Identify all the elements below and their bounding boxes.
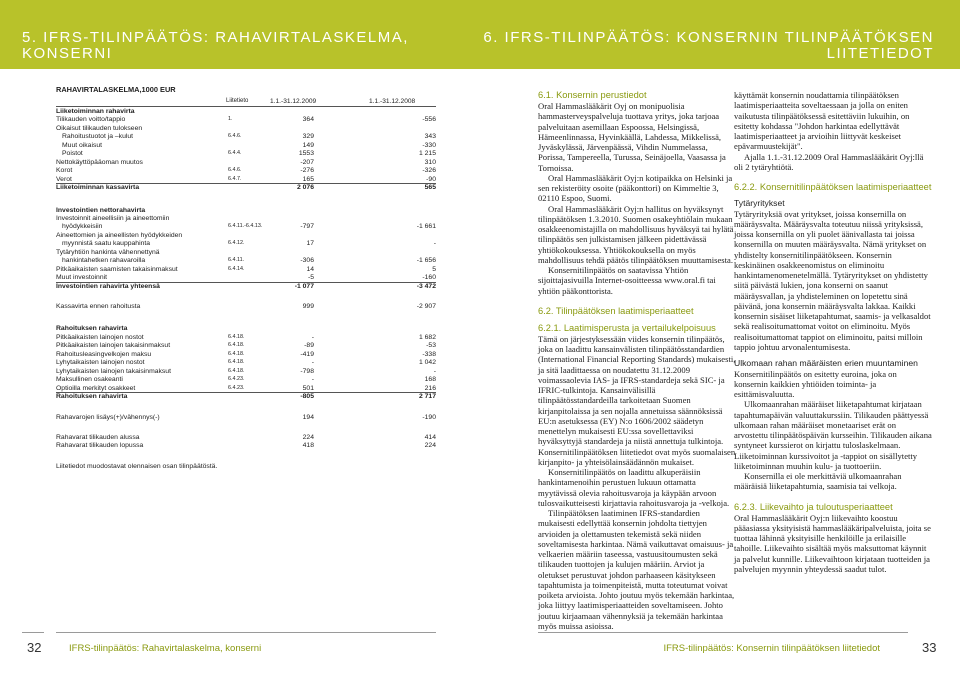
row-label: Kassavirta ennen rahoitusta bbox=[56, 303, 141, 310]
col-header-2008: 1.1.-31.12.2008 bbox=[369, 98, 416, 105]
row-label: myynnistä saatu kauppahinta bbox=[62, 240, 151, 248]
row-label: Aineettomien ja aineellisten hyödykkeiden bbox=[56, 231, 183, 239]
row-value-2008: - bbox=[433, 240, 436, 248]
row-value-2008: 310 bbox=[424, 158, 436, 166]
row-label: Muut investoinnit bbox=[56, 274, 108, 282]
row-note-ref: 6.4.11. bbox=[228, 257, 245, 264]
row-note-ref: 6.4.4. bbox=[228, 150, 242, 157]
paragraph: Tämä on järjestyksessään viides konsernin tilinpäätös, joka on laadittu kansainvälisten tilinpäätösstandardien (International Financial Reporting Standards) mukaisesti, ja sitä laadittaessa on noudatettu 31.12.2009 voimassaolevia IAS- ja IFRS-standardeja sekä SIC- ja IFRIC-tulkintoja. Kansainvälisillä tilinpäätösstandardeilla tarkoitetaan Suomen kirjanpitolaissa ja sen nojalla annetuissa säännöksissä EU:n asetuksessa (EY) N:o 1606/2002 säädetyn menettelyn mukaisesti EU:ssa sovellettaviksi hyväksyttyjä standardeja ja niistä annettuja tulkintoja. Konsernitilinpäätöksen liitetiedot ovat myös suomalaisen kirjanpito- ja yhteisölainsäädännön mukaiset. bbox=[538, 333, 736, 467]
row-value-2008: 5 bbox=[432, 265, 436, 273]
row-value-2008: -338 bbox=[422, 350, 436, 358]
paragraph: Konsernitilinpäätös on esitetty euroina, joka on konsernin kaikkien yhtiöiden toiminta- ja esittämisvaluutta. bbox=[734, 368, 897, 399]
page-number-left: 32 bbox=[27, 640, 42, 655]
row-value-2008: 343 bbox=[424, 133, 436, 141]
row-value-2008: -330 bbox=[422, 141, 436, 149]
row-value-2009: -419 bbox=[300, 350, 314, 358]
row-value-2008: 1 042 bbox=[418, 359, 436, 367]
statement-row bbox=[56, 184, 436, 193]
heading-6-2-1: 6.2.1. Laatimisperusta ja vertailukelpoisuus bbox=[538, 322, 716, 333]
row-value-2009: 2 076 bbox=[296, 184, 314, 192]
paragraph: Konsernilla ei ole merkittäviä ulkomaanrahan määräisiä liiketapahtumia, saamisia tai velkoja. bbox=[734, 471, 902, 492]
row-value-2008: 168 bbox=[424, 376, 436, 384]
row-note-ref: 6.4.18. bbox=[228, 333, 245, 340]
row-value-2009: 14 bbox=[306, 265, 314, 273]
subheading-foreign-currency: Ulkomaan rahan määräisten erien muuntaminen bbox=[734, 358, 918, 368]
row-value-2008: 216 bbox=[424, 384, 436, 392]
row-value-2009: 149 bbox=[302, 141, 314, 149]
footer-rule-left bbox=[22, 632, 44, 633]
col-header-ref: Liitetieto bbox=[226, 98, 249, 104]
row-label: Rahoitusleasingvelkojen maksu bbox=[56, 350, 152, 358]
row-value-2008: -160 bbox=[422, 274, 436, 282]
row-value-2008: -190 bbox=[422, 413, 436, 421]
header-rule bbox=[56, 106, 436, 107]
row-value-2008: -1 656 bbox=[416, 257, 436, 265]
row-label: Investoinnit aineellisiin ja aineettomiin bbox=[56, 214, 170, 222]
row-value-2008: 1 215 bbox=[418, 150, 436, 158]
page-header-band bbox=[0, 0, 960, 69]
section-title-right: 6. IFRS-TILINPÄÄTÖS: KONSERNIN TILINPÄÄTÖKSEN LIITETIEDOT bbox=[483, 29, 934, 62]
row-value-2008: -2 907 bbox=[416, 303, 436, 310]
footer-title-left: IFRS-tilinpäätös: Rahavirtalaskelma, konserni bbox=[69, 643, 262, 654]
row-value-2009: 418 bbox=[302, 442, 314, 450]
row-note-ref: 6.4.14. bbox=[228, 265, 245, 272]
row-label: Rahoitustuotot ja –kulut bbox=[62, 133, 134, 141]
heading-6-2-3: 6.2.3. Liikevaihto ja tuloutusperiaatteet bbox=[734, 501, 893, 512]
row-note-ref: 6.4.7. bbox=[228, 175, 242, 182]
paragraph: Konsernitilinpäätös on saatavissa Yhtiön sijoittajasivuilla Internet-osoitteessa www.oral.fi tai yhtiön pääkonttorista. bbox=[538, 265, 716, 296]
row-label: Investointien nettorahavirta bbox=[56, 206, 146, 214]
row-label: Lyhytaikaisten lainojen nostot bbox=[56, 359, 145, 367]
row-value-2009: 224 bbox=[302, 433, 314, 441]
row-value-2008: -1 661 bbox=[416, 223, 436, 231]
statement-title: RAHAVIRTALASKELMA,1000 EUR bbox=[56, 85, 176, 94]
row-label: Rahavarat tilikauden alussa bbox=[56, 433, 140, 441]
row-value-2008: -90 bbox=[426, 175, 436, 183]
row-value-2009: -5 bbox=[307, 274, 314, 282]
row-label: hankintahetken rahavaroilla bbox=[62, 257, 146, 265]
row-value-2009: -805 bbox=[300, 393, 314, 401]
subheading-subsidiaries: Tytäryritykset bbox=[734, 198, 785, 208]
row-label: Poistot bbox=[62, 150, 83, 158]
footer-rule-left-main bbox=[56, 632, 436, 633]
row-label: Liiketoiminnan kassavirta bbox=[56, 184, 140, 192]
row-value-2009: 194 bbox=[302, 413, 314, 421]
heading-6-2: 6.2. Tilinpäätöksen laatimisperiaatteet bbox=[538, 305, 694, 316]
statement-row bbox=[56, 414, 436, 423]
row-value-2009: - bbox=[311, 376, 314, 384]
footer-rule-right-main bbox=[538, 632, 908, 633]
paragraph: käyttämät konsernin noudattamia tilinpäätöksen laatimisperiaatteita soveltaessaan ja jolla on eniten vaikutusta tilinpäätöksessä esitettäviin lukuihin, on esitetty kohdassa "Johdon harkintaa edellyttävät laatimisperiaatteet ja arvioihin liittyvät keskeiset epävarmuustekijät". bbox=[734, 90, 910, 152]
cash-flow-statement bbox=[56, 86, 436, 94]
row-value-2009: 364 bbox=[302, 116, 314, 124]
row-value-2009: 501 bbox=[302, 384, 314, 392]
row-label: Rahavarojen lisäys(+)/vähennys(-) bbox=[56, 413, 160, 421]
row-note-ref: 6.4.11.-6.4.13. bbox=[228, 223, 263, 230]
paragraph: Tilinpäätöksen laatiminen IFRS-standardien mukaisesti edellyttää konsernin johdolta tiettyjen arvioiden ja olettamusten tekemistä sekä niiden soveltamisesta harkintaa. Nämä vaikuttavat omaisuus- ja velkaerien määriin taseessa, vastuusitoumusten sekä tilikauden tuottojen ja kulujen määriin. Arviot ja oletukset perustuvat johdon parhaaseen käsitykseen tapahtumista ja toimenpiteistä, mutta toteutumat voivat poiketa arvioista. Johto joutuu myös tekemään harkintaa, joka liittyy laatimisperiaatteiden soveltamiseen. Johto joutuu kirjaamaan vähennyksiä ja tekemään harkintaa myös muissa asioissa. bbox=[538, 508, 735, 631]
total-rule bbox=[56, 392, 436, 393]
row-value-2009: 165 bbox=[302, 175, 314, 183]
row-value-2009: - bbox=[311, 359, 314, 367]
statement-row bbox=[56, 442, 436, 451]
row-value-2009: -306 bbox=[300, 257, 314, 265]
statement-row bbox=[56, 303, 436, 312]
row-label: Oikaisut tilikauden tulokseen bbox=[56, 124, 143, 132]
total-rule bbox=[56, 183, 436, 184]
heading-6-1: 6.1. Konsernin perustiedot bbox=[538, 90, 647, 100]
row-value-2009: -207 bbox=[300, 158, 314, 166]
row-value-2009: 17 bbox=[306, 240, 314, 248]
section-title-left: 5. IFRS-TILINPÄÄTÖS: RAHAVIRTALASKELMA, KONSERNI bbox=[22, 29, 409, 62]
statement-row bbox=[56, 283, 436, 292]
row-value-2009: 1553 bbox=[298, 150, 314, 158]
row-label: Rahoituksen rahavirta bbox=[56, 393, 128, 401]
row-label: Korot bbox=[56, 167, 73, 175]
row-label: Tilikauden voitto/tappio bbox=[56, 116, 126, 124]
row-note-ref: 6.4.18. bbox=[228, 342, 245, 349]
row-note-ref: 6.4.23. bbox=[228, 384, 245, 391]
row-value-2009: -798 bbox=[300, 367, 314, 375]
paragraph: Oral Hammaslääkärit Oyj:n hallitus on hyväksynyt tilinpäätöksen 1.3.2010. Suomen osakeyhtiölain mukaan osakkeenomistajilla on mahdollisuus hyväksyä tai hylätä tilinpäätös sen julkistamisen jälkeen pidettävässä yhtiökokouksessa. Yhtiökokouksella on myös mahdollisuus tehdä päätös tilinpäätöksen muuttamisesta. bbox=[538, 203, 734, 265]
row-label: hyödykkeisiin bbox=[62, 223, 103, 231]
row-value-2009: 999 bbox=[302, 303, 314, 310]
row-label: Rahoituksen rahavirta bbox=[56, 325, 128, 333]
row-value-2008: - bbox=[433, 367, 436, 375]
total-rule bbox=[56, 282, 436, 283]
row-label: Tytäryhtiön hankinta vähennettynä bbox=[56, 248, 160, 256]
row-note-ref: 6.4.6. bbox=[228, 167, 242, 174]
row-label: Investointien rahavirta yhteensä bbox=[56, 282, 160, 290]
paragraph: Konsernitilinpäätös on laadittu alkuperäisiin hankintamenoihin perustuen lukuun ottamatta myytävissä olevia rahoitusvaroja ja käypään arvoon tulosvaikutteisesti kirjattavia rahoitusvaroja ja -velkoja. bbox=[538, 467, 730, 508]
row-value-2009: -1 077 bbox=[294, 282, 314, 290]
row-label: Pitkäaikaisten saamisten takaisinmaksut bbox=[56, 265, 178, 273]
paragraph: Oral Hammaslääkärit Oyj:n kotipaikka on Helsinki ja sen rekisteröity osoite (pääkonttori) on Kimmeltie 3, 02110 Espoo, Suomi. bbox=[538, 172, 733, 204]
row-value-2008: -3 472 bbox=[416, 282, 436, 290]
paragraph: Oral Hammaslääkärit Oyj:n liikevaihto koostuu pääasiassa yksityisistä hammaslääkäripalveluista, joita se tuottaa lähinnä yksityisille henkilöille ja erilaisille tahoille. Liikevaihto sisältää myös maksuttomat käynnit ja palvelut kunnille. Liikevaihtoon kirjataan tuotteiden ja palvelujen myynnin yhteydessä saadut tulot. bbox=[734, 512, 931, 574]
row-value-2008: -53 bbox=[426, 342, 436, 350]
row-value-2008: -556 bbox=[422, 116, 436, 124]
notes-column-middle bbox=[538, 90, 736, 631]
row-note-ref: 1. bbox=[228, 116, 233, 123]
statement-note: Liitetiedot muodostavat olennaisen osan tilinpäätöstä. bbox=[56, 463, 218, 470]
row-label: Maksullinen osakeanti bbox=[56, 376, 123, 384]
row-value-2008: 414 bbox=[424, 433, 436, 441]
row-label: Muut oikaisut bbox=[62, 141, 103, 149]
row-value-2009: -797 bbox=[300, 223, 314, 231]
notes-column-right bbox=[734, 90, 932, 574]
col-header-2009: 1.1.-31.12.2009 bbox=[270, 98, 317, 105]
row-note-ref: 6.4.18. bbox=[228, 367, 245, 374]
row-value-2009: 329 bbox=[302, 133, 314, 141]
row-value-2008: 565 bbox=[424, 184, 436, 192]
row-label: Verot bbox=[56, 175, 72, 183]
row-label: Pitkäaikaisten lainojen takaisinmaksut bbox=[56, 342, 171, 350]
heading-6-2-2: 6.2.2. Konsernitilinpäätöksen laatimisperiaatteet bbox=[734, 182, 932, 192]
paragraph: Tytäryrityksiä ovat yritykset, joissa konsernilla on määräysvalta. Määräysvalta toteutuu niissä yrityksissä, joissa konsernilla on yli puolet äänivallasta tai joissa konsernilla on muuten määräysvalta. Nämä yritykset on yhdistelty konsernitilinpäätökseen. Konsernin keskinäinen osakkeenomistus on eliminoitu hankintamenomenetelmällä. Tytäryritykset on yhdistetty siitä päivästä lukien, jona konserni on saanut määräysvallan, ja yhdisteleminen on lopetettu sinä päivänä, jona konsernin määräysvalta lakkaa. Kaikki konsernin sisäiset liiketapahtumat, saamis- ja velkasaldot sekä realisoitumattomat voitot on eliminoitu. Myös realisoitumattomat tappiot on eliminoitu, paitsi milloin tappio johtuu arvonalentumisesta. bbox=[734, 208, 931, 352]
paragraph: Ajalla 1.1.-31.12.2009 Oral Hammaslääkärit Oyj:llä oli 2 tytäryhtiötä. bbox=[734, 151, 924, 172]
row-value-2009: -89 bbox=[304, 342, 314, 350]
row-label: Rahavarat tilikauden lopussa bbox=[56, 442, 144, 450]
row-note-ref: 6.4.18. bbox=[228, 350, 245, 357]
row-value-2008: 2 717 bbox=[418, 393, 436, 401]
row-label: Pitkäaikaisten lainojen nostot bbox=[56, 333, 144, 341]
row-note-ref: 6.4.18. bbox=[228, 359, 245, 366]
footer-title-right: IFRS-tilinpäätös: Konsernin tilinpäätöksen liitetiedot bbox=[663, 643, 880, 654]
row-value-2008: 1 682 bbox=[418, 333, 436, 341]
row-value-2008: -326 bbox=[422, 167, 436, 175]
row-value-2009: - bbox=[311, 333, 314, 341]
row-label: Nettokäyttöpääoman muutos bbox=[56, 158, 143, 166]
row-note-ref: 6.4.6. bbox=[228, 133, 242, 140]
row-label: Optioilla merkityt osakkeet bbox=[56, 384, 136, 392]
row-value-2009: -276 bbox=[300, 167, 314, 175]
paragraph: Ulkomaanrahan määräiset liiketapahtumat kirjataan tapahtumapäivän valuuttakurssiin. Tilikauden päättyessä ulkomaan rahan määräiset monetaariset erät on arvostettu tilinpäätöspäivän kursseihin. Tilikauden aikana syntyneet kurssierot on kirjattu tuloslaskelmaan. Liiketoiminnan kurssivoitot ja -tappiot on sisällytetty liiketoiminnan muuhin kulu- ja tuottoeriin. bbox=[734, 399, 932, 471]
statement-row bbox=[56, 393, 436, 402]
paragraph: Oral Hammaslääkärit Oyj on monipuolisia hammasterveyspalveluja tuottava yritys, joka tarjoaa palveluitaan asemillaan Espoossa, Helsingissä, Hämeenlinnassa, Hyvinkäällä, Lahdessa, Mikkelissä, Jyväskylässä, Järvenpäässä, Vihdin Nummelassa, Porissa, Tampereella, Turussa, Seinäjoella, Vaasassa ja Tornoissa. bbox=[538, 101, 726, 173]
row-label: Liiketoiminnan rahavirta bbox=[56, 108, 135, 115]
row-note-ref: 6.4.12. bbox=[228, 240, 245, 247]
page-number-right: 33 bbox=[922, 640, 937, 655]
row-label: Lyhytaikaisten lainojen takaisinmaksut bbox=[56, 367, 171, 375]
row-value-2008: 224 bbox=[424, 442, 436, 450]
row-note-ref: 6.4.23. bbox=[228, 376, 245, 383]
